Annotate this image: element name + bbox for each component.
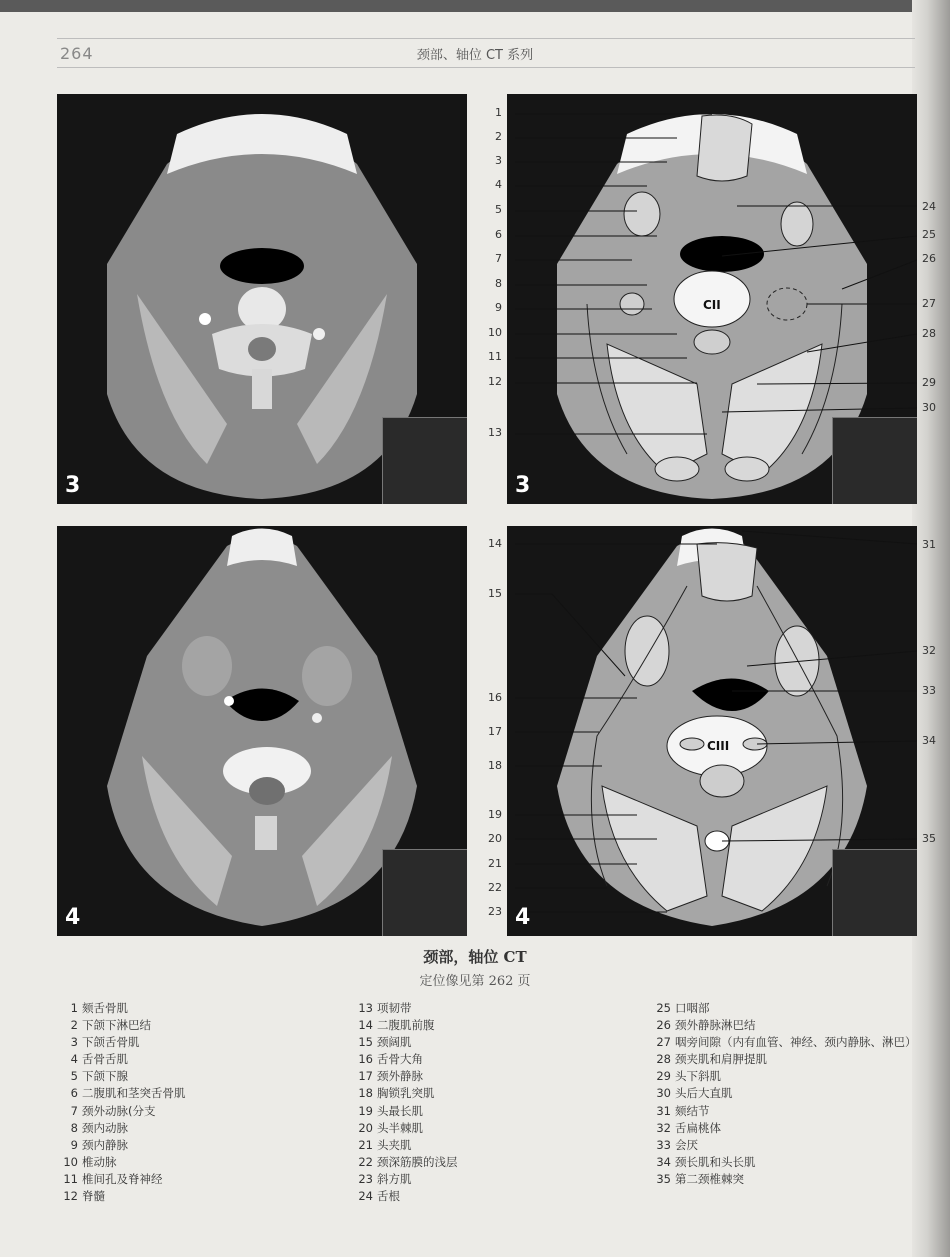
legend-item: 19 头最长肌	[358, 1103, 423, 1118]
legend-item: 3 下颌舌骨肌	[70, 1035, 140, 1050]
callout-label: 11	[488, 350, 502, 363]
legend-item: 1 颏舌骨肌	[70, 1001, 128, 1015]
callout-label: 4	[495, 178, 502, 191]
legend-item: 15 颈阔肌	[358, 1035, 412, 1050]
locator-inset	[832, 849, 917, 936]
callout-label: 24	[922, 200, 936, 213]
legend-item: 22 颈深筋膜的浅层	[358, 1154, 458, 1169]
locator-inset	[832, 417, 917, 504]
legend-item: 20 头半棘肌	[358, 1120, 423, 1135]
legend-item: 35 第二颈椎棘突	[656, 1171, 744, 1186]
callout-label: 20	[488, 832, 502, 845]
legend-item: 28 颈夹肌和肩胛提肌	[656, 1052, 767, 1067]
legend-item: 10 椎动脉	[63, 1154, 117, 1169]
panel-number: 3	[65, 473, 81, 498]
locator-inset	[382, 417, 467, 504]
panel-number: 3	[515, 473, 531, 498]
callout-label: 17	[488, 725, 502, 738]
figure-caption-title: 颈部，轴位 CT	[423, 948, 527, 966]
figure-caption-reference: 定位像见第 262 页	[419, 974, 531, 989]
ct-panel-3-annotated	[507, 94, 917, 504]
legend-item: 24 舌根	[358, 1189, 400, 1204]
callout-label: 21	[488, 857, 502, 870]
callout-label: 3	[495, 154, 502, 167]
ct-panel-3-plain	[57, 94, 467, 504]
callout-label: 34	[922, 734, 936, 747]
legend-item: 17 颈外静脉	[358, 1069, 423, 1084]
ct-panel-4-annotated	[507, 526, 917, 936]
legend-item: 23 斜方肌	[358, 1171, 412, 1186]
callout-label: 32	[922, 644, 936, 657]
page-number: 264	[60, 44, 94, 63]
legend-item: 2 下颌下淋巴结	[70, 1018, 151, 1033]
callout-label: 16	[488, 691, 502, 704]
legend-column-1	[60, 1000, 186, 1205]
vertebra-label-c2: CII	[703, 298, 721, 312]
legend-item: 26 颈外静脉淋巴结	[656, 1018, 756, 1033]
callout-label: 33	[922, 684, 936, 697]
legend-item: 7 颈外动脉(分支	[70, 1103, 156, 1118]
callout-label: 12	[488, 375, 502, 388]
callout-label: 26	[922, 252, 936, 265]
callout-label: 35	[922, 832, 936, 845]
ct-panel-4-plain	[57, 526, 467, 936]
callout-label: 15	[488, 587, 502, 600]
legend-item: 32 舌扁桃体	[656, 1120, 721, 1135]
page-header-title: 颈部、轴位 CT 系列	[416, 48, 534, 63]
panel-number: 4	[515, 905, 531, 930]
callout-label: 19	[488, 808, 502, 821]
callout-label: 23	[488, 905, 502, 918]
legend-item: 9 颈内静脉	[70, 1137, 128, 1152]
callout-label: 31	[922, 538, 936, 551]
legend-item: 21 头夹肌	[358, 1137, 412, 1152]
legend-item: 31 颏结节	[656, 1103, 710, 1118]
callout-label: 8	[495, 277, 502, 290]
legend-item: 33 会厌	[656, 1137, 698, 1152]
callout-label: 9	[495, 301, 502, 314]
legend-item: 29 头下斜肌	[656, 1069, 721, 1084]
callout-label: 2	[495, 130, 502, 143]
callout-label: 22	[488, 881, 502, 894]
legend-item: 14 二腹肌前腹	[358, 1018, 435, 1033]
callout-label: 5	[495, 203, 502, 216]
top-dark-band	[0, 0, 950, 12]
legend-item: 6 二腹肌和茎突舌骨肌	[70, 1086, 186, 1101]
callout-label: 27	[922, 297, 936, 310]
legend-item: 5 下颌下腺	[70, 1069, 128, 1084]
callout-label: 30	[922, 401, 936, 414]
legend-item: 12 脊髓	[63, 1189, 105, 1204]
legend-item: 25 口咽部	[656, 1001, 710, 1015]
callout-label: 14	[488, 537, 502, 550]
header-rule-top	[57, 38, 915, 39]
callout-label: 13	[488, 426, 502, 439]
legend-item: 34 颈长肌和头长肌	[656, 1154, 756, 1169]
legend-item: 11 椎间孔及脊神经	[63, 1171, 163, 1186]
legend-item: 4 舌骨舌肌	[70, 1052, 128, 1067]
callout-label: 28	[922, 327, 936, 340]
callout-label: 25	[922, 228, 936, 241]
legend-item: 27 咽旁间隙（内有血管、神经、颈内静脉、淋巴）	[656, 1035, 917, 1050]
locator-inset	[382, 849, 467, 936]
legend-item: 13 项韧带	[358, 1001, 412, 1015]
vertebra-label-c3: CIII	[707, 739, 730, 753]
panel-number: 4	[65, 905, 81, 930]
callout-label: 29	[922, 376, 936, 389]
callout-label: 1	[495, 106, 502, 119]
callout-label: 7	[495, 252, 502, 265]
callout-label: 10	[488, 326, 502, 339]
header-rule-bottom	[57, 67, 915, 68]
callout-label: 18	[488, 759, 502, 772]
page-binding-edge	[912, 0, 950, 1257]
callout-label: 6	[495, 228, 502, 241]
legend-item: 30 头后大直肌	[656, 1086, 733, 1101]
legend-column-3	[653, 1000, 917, 1188]
legend-item: 18 胸锁乳突肌	[358, 1086, 435, 1101]
legend-column-2	[355, 1000, 458, 1205]
legend-item: 8 颈内动脉	[70, 1120, 128, 1135]
legend-item: 16 舌骨大角	[358, 1052, 423, 1067]
